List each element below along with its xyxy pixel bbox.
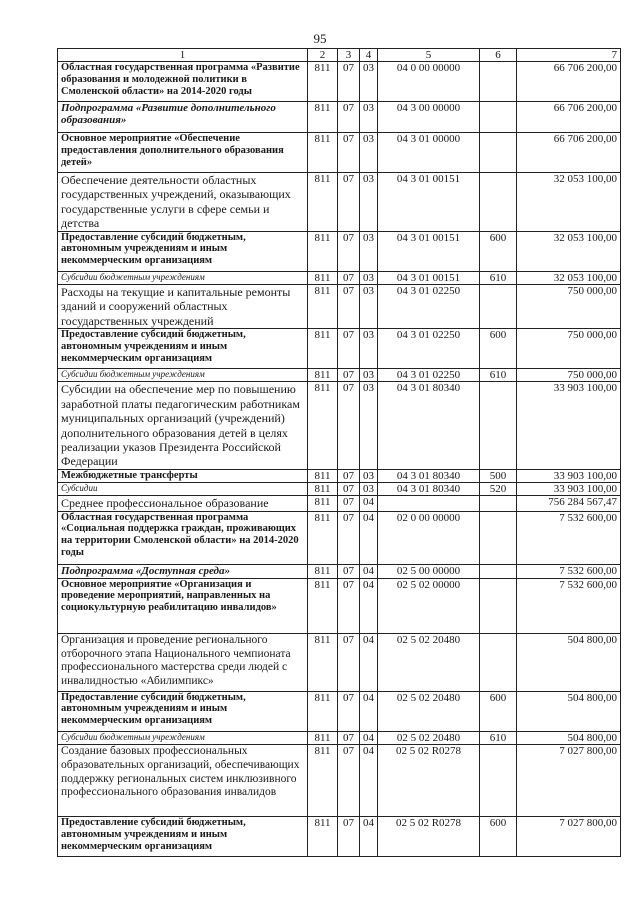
target-article-cell: 02 5 02 20480 bbox=[378, 731, 480, 744]
column-header: 5 bbox=[378, 49, 480, 62]
target-article-cell: 04 3 01 00151 bbox=[378, 271, 480, 284]
row-name-cell: Предоставление субсидий бюджетным, автономным учреждениям и иным некоммерческим организациям bbox=[58, 329, 308, 369]
target-article-cell: 04 3 01 80340 bbox=[378, 483, 480, 496]
row-name-cell: Предоставление субсидий бюджетным, автономным учреждениям и иным некоммерческим организациям bbox=[58, 691, 308, 731]
ministry-code-cell: 811 bbox=[308, 578, 338, 633]
amount-cell: 7 027 800,00 bbox=[517, 745, 621, 817]
row-name-cell: Среднее профессиональное образование bbox=[58, 496, 308, 511]
table-row bbox=[58, 578, 621, 633]
ministry-code-cell: 811 bbox=[308, 329, 338, 369]
ministry-code-cell: 811 bbox=[308, 731, 338, 744]
expense-type-cell bbox=[480, 284, 517, 328]
section-code-cell: 07 bbox=[338, 578, 360, 633]
subsection-code-cell: 03 bbox=[360, 284, 378, 328]
table-row bbox=[58, 271, 621, 284]
ministry-code-cell: 811 bbox=[308, 469, 338, 482]
row-name-cell: Предоставление субсидий бюджетным, автономным учреждениям и иным некоммерческим организациям bbox=[58, 817, 308, 857]
amount-cell: 66 706 200,00 bbox=[517, 133, 621, 173]
target-article-cell: 02 5 02 R0278 bbox=[378, 745, 480, 817]
table-row bbox=[58, 633, 621, 691]
section-code-cell: 07 bbox=[338, 62, 360, 102]
table-row bbox=[58, 691, 621, 731]
row-name-cell: Субсидии бюджетным учреждениям bbox=[58, 271, 308, 284]
row-name-cell: Основное мероприятие «Обеспечение предоставления дополнительного образования детей» bbox=[58, 133, 308, 173]
section-code-cell: 07 bbox=[338, 496, 360, 511]
target-article-cell: 02 5 02 20480 bbox=[378, 691, 480, 731]
subsection-code-cell: 03 bbox=[360, 382, 378, 469]
row-name-cell: Субсидии бюджетным учреждениям bbox=[58, 731, 308, 744]
subsection-code-cell: 03 bbox=[360, 329, 378, 369]
table-row bbox=[58, 133, 621, 173]
target-article-cell bbox=[378, 496, 480, 511]
amount-cell: 504 800,00 bbox=[517, 691, 621, 731]
subsection-code-cell: 03 bbox=[360, 369, 378, 382]
budget-table bbox=[57, 48, 621, 857]
row-name-cell: Расходы на текущие и капитальные ремонты зданий и сооружений областных государственных учреждений bbox=[58, 284, 308, 328]
section-code-cell: 07 bbox=[338, 231, 360, 271]
column-header: 4 bbox=[360, 49, 378, 62]
ministry-code-cell: 811 bbox=[308, 817, 338, 857]
column-header: 2 bbox=[308, 49, 338, 62]
target-article-cell: 02 5 00 00000 bbox=[378, 564, 480, 578]
target-article-cell: 04 3 01 80340 bbox=[378, 382, 480, 469]
row-name-cell: Областная государственная программа «Развитие образования и молодежной политики в Смоленской области» на 2014-2020 годы bbox=[58, 62, 308, 102]
table-row bbox=[58, 102, 621, 133]
ministry-code-cell: 811 bbox=[308, 62, 338, 102]
ministry-code-cell: 811 bbox=[308, 633, 338, 691]
ministry-code-cell: 811 bbox=[308, 511, 338, 564]
amount-cell: 504 800,00 bbox=[517, 633, 621, 691]
table-row bbox=[58, 817, 621, 857]
subsection-code-cell: 03 bbox=[360, 133, 378, 173]
amount-cell: 33 903 100,00 bbox=[517, 483, 621, 496]
expense-type-cell bbox=[480, 173, 517, 232]
section-code-cell: 07 bbox=[338, 745, 360, 817]
table-row bbox=[58, 382, 621, 469]
subsection-code-cell: 03 bbox=[360, 469, 378, 482]
amount-cell: 32 053 100,00 bbox=[517, 173, 621, 232]
section-code-cell: 07 bbox=[338, 511, 360, 564]
ministry-code-cell: 811 bbox=[308, 564, 338, 578]
ministry-code-cell: 811 bbox=[308, 231, 338, 271]
amount-cell: 504 800,00 bbox=[517, 731, 621, 744]
expense-type-cell: 500 bbox=[480, 469, 517, 482]
column-header: 3 bbox=[338, 49, 360, 62]
row-name-cell: Обеспечение деятельности областных государственных учреждений, оказывающих государственные услуги в сфере семьи и детства bbox=[58, 173, 308, 232]
expense-type-cell bbox=[480, 62, 517, 102]
section-code-cell: 07 bbox=[338, 731, 360, 744]
target-article-cell: 04 3 01 00151 bbox=[378, 173, 480, 232]
target-article-cell: 02 5 02 20480 bbox=[378, 633, 480, 691]
section-code-cell: 07 bbox=[338, 483, 360, 496]
expense-type-cell: 600 bbox=[480, 817, 517, 857]
table-row bbox=[58, 745, 621, 817]
expense-type-cell: 600 bbox=[480, 329, 517, 369]
subsection-code-cell: 04 bbox=[360, 745, 378, 817]
table-row bbox=[58, 369, 621, 382]
subsection-code-cell: 03 bbox=[360, 102, 378, 133]
amount-cell: 7 027 800,00 bbox=[517, 817, 621, 857]
expense-type-cell: 610 bbox=[480, 369, 517, 382]
row-name-cell: Организация и проведение регионального отборочного этапа Национального чемпионата профессионального мастерства среди людей с инвалидностью «Абилимпикс» bbox=[58, 633, 308, 691]
column-header: 1 bbox=[58, 49, 308, 62]
expense-type-cell: 610 bbox=[480, 271, 517, 284]
subsection-code-cell: 04 bbox=[360, 496, 378, 511]
expense-type-cell: 600 bbox=[480, 231, 517, 271]
ministry-code-cell: 811 bbox=[308, 271, 338, 284]
target-article-cell: 04 3 01 02250 bbox=[378, 329, 480, 369]
subsection-code-cell: 03 bbox=[360, 62, 378, 102]
expense-type-cell bbox=[480, 578, 517, 633]
expense-type-cell bbox=[480, 102, 517, 133]
row-name-cell: Предоставление субсидий бюджетным, автономным учреждениям и иным некоммерческим организациям bbox=[58, 231, 308, 271]
table-row bbox=[58, 284, 621, 328]
table-row bbox=[58, 329, 621, 369]
expense-type-cell bbox=[480, 633, 517, 691]
row-name-cell: Субсидии на обеспечение мер по повышению заработной платы педагогическим работникам муниципальных организаций (учреждений) дополнительного образования детей в целях реализации указов Президента Российской Федерации bbox=[58, 382, 308, 469]
ministry-code-cell: 811 bbox=[308, 369, 338, 382]
target-article-cell: 04 3 01 02250 bbox=[378, 369, 480, 382]
target-article-cell: 04 0 00 00000 bbox=[378, 62, 480, 102]
row-name-cell: Создание базовых профессиональных образовательных организаций, обеспечивающих поддержку региональных систем инклюзивного профессионального образования инвалидов bbox=[58, 745, 308, 817]
section-code-cell: 07 bbox=[338, 329, 360, 369]
amount-cell: 7 532 600,00 bbox=[517, 564, 621, 578]
amount-cell: 32 053 100,00 bbox=[517, 231, 621, 271]
table-row bbox=[58, 564, 621, 578]
target-article-cell: 04 3 01 00000 bbox=[378, 133, 480, 173]
table-row bbox=[58, 731, 621, 744]
amount-cell: 750 000,00 bbox=[517, 369, 621, 382]
expense-type-cell bbox=[480, 496, 517, 511]
column-header: 6 bbox=[480, 49, 517, 62]
section-code-cell: 07 bbox=[338, 564, 360, 578]
section-code-cell: 07 bbox=[338, 633, 360, 691]
ministry-code-cell: 811 bbox=[308, 173, 338, 232]
amount-cell: 33 903 100,00 bbox=[517, 469, 621, 482]
amount-cell: 33 903 100,00 bbox=[517, 382, 621, 469]
section-code-cell: 07 bbox=[338, 173, 360, 232]
subsection-code-cell: 04 bbox=[360, 511, 378, 564]
expense-type-cell: 610 bbox=[480, 731, 517, 744]
row-name-cell: Субсидии бюджетным учреждениям bbox=[58, 369, 308, 382]
column-header: 7 bbox=[517, 49, 621, 62]
amount-cell: 66 706 200,00 bbox=[517, 102, 621, 133]
subsection-code-cell: 03 bbox=[360, 173, 378, 232]
ministry-code-cell: 811 bbox=[308, 483, 338, 496]
subsection-code-cell: 04 bbox=[360, 633, 378, 691]
amount-cell: 7 532 600,00 bbox=[517, 578, 621, 633]
ministry-code-cell: 811 bbox=[308, 745, 338, 817]
expense-type-cell bbox=[480, 382, 517, 469]
row-name-cell: Подпрограмма «Доступная среда» bbox=[58, 564, 308, 578]
section-code-cell: 07 bbox=[338, 382, 360, 469]
page-number: 95 bbox=[313, 31, 327, 46]
expense-type-cell bbox=[480, 745, 517, 817]
expense-type-cell: 520 bbox=[480, 483, 517, 496]
ministry-code-cell: 811 bbox=[308, 284, 338, 328]
target-article-cell: 04 3 01 00151 bbox=[378, 231, 480, 271]
section-code-cell: 07 bbox=[338, 691, 360, 731]
section-code-cell: 07 bbox=[338, 469, 360, 482]
section-code-cell: 07 bbox=[338, 369, 360, 382]
section-code-cell: 07 bbox=[338, 271, 360, 284]
table-row bbox=[58, 62, 621, 102]
target-article-cell: 04 3 01 02250 bbox=[378, 284, 480, 328]
target-article-cell: 02 5 02 R0278 bbox=[378, 817, 480, 857]
row-name-cell: Подпрограмма «Развитие дополнительного образования» bbox=[58, 102, 308, 133]
expense-type-cell: 600 bbox=[480, 691, 517, 731]
amount-cell: 7 532 600,00 bbox=[517, 511, 621, 564]
target-article-cell: 04 3 00 00000 bbox=[378, 102, 480, 133]
amount-cell: 750 000,00 bbox=[517, 329, 621, 369]
subsection-code-cell: 04 bbox=[360, 817, 378, 857]
ministry-code-cell: 811 bbox=[308, 102, 338, 133]
table-row bbox=[58, 496, 621, 511]
target-article-cell: 02 0 00 00000 bbox=[378, 511, 480, 564]
row-name-cell: Субсидии bbox=[58, 483, 308, 496]
ministry-code-cell: 811 bbox=[308, 496, 338, 511]
amount-cell: 756 284 567,47 bbox=[517, 496, 621, 511]
table-row bbox=[58, 469, 621, 482]
table-row bbox=[58, 483, 621, 496]
table-row bbox=[58, 173, 621, 232]
subsection-code-cell: 03 bbox=[360, 483, 378, 496]
ministry-code-cell: 811 bbox=[308, 133, 338, 173]
section-code-cell: 07 bbox=[338, 133, 360, 173]
amount-cell: 32 053 100,00 bbox=[517, 271, 621, 284]
subsection-code-cell: 04 bbox=[360, 691, 378, 731]
subsection-code-cell: 04 bbox=[360, 731, 378, 744]
expense-type-cell bbox=[480, 511, 517, 564]
section-code-cell: 07 bbox=[338, 102, 360, 133]
subsection-code-cell: 04 bbox=[360, 564, 378, 578]
table-header-row bbox=[58, 49, 621, 62]
row-name-cell: Областная государственная программа «Социальная поддержка граждан, проживающих на территории Смоленской области» на 2014-2020 годы bbox=[58, 511, 308, 564]
target-article-cell: 02 5 02 00000 bbox=[378, 578, 480, 633]
section-code-cell: 07 bbox=[338, 817, 360, 857]
subsection-code-cell: 03 bbox=[360, 231, 378, 271]
expense-type-cell bbox=[480, 133, 517, 173]
expense-type-cell bbox=[480, 564, 517, 578]
amount-cell: 66 706 200,00 bbox=[517, 62, 621, 102]
table-row bbox=[58, 231, 621, 271]
target-article-cell: 04 3 01 80340 bbox=[378, 469, 480, 482]
ministry-code-cell: 811 bbox=[308, 382, 338, 469]
subsection-code-cell: 03 bbox=[360, 271, 378, 284]
row-name-cell: Межбюджетные трансферты bbox=[58, 469, 308, 482]
ministry-code-cell: 811 bbox=[308, 691, 338, 731]
table-row bbox=[58, 511, 621, 564]
subsection-code-cell: 04 bbox=[360, 578, 378, 633]
amount-cell: 750 000,00 bbox=[517, 284, 621, 328]
row-name-cell: Основное мероприятие «Организация и проведение мероприятий, направленных на социокультурную реабилитацию инвалидов» bbox=[58, 578, 308, 633]
section-code-cell: 07 bbox=[338, 284, 360, 328]
